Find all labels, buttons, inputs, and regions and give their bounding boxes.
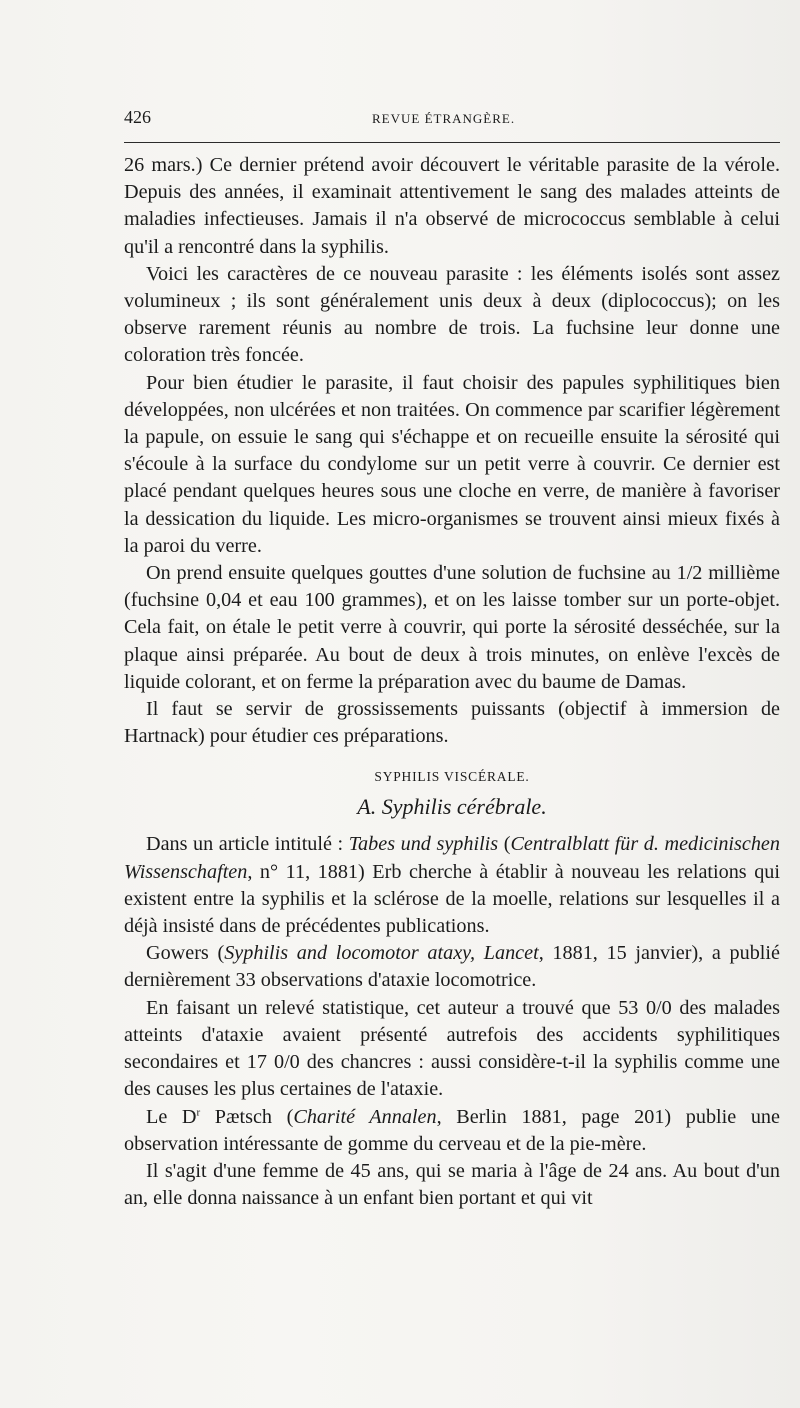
paragraph-erb-text-start: Dans un article intitulé : <box>146 833 349 856</box>
section-title: SYPHILIS VISCÉRALE. <box>374 769 530 785</box>
paragraph-paetsch-text-name: Pætsch ( <box>200 1105 294 1128</box>
paragraph-erb-article-title: Tabes und syphilis <box>348 833 499 856</box>
paragraph-paetsch <box>124 1104 780 1158</box>
paragraph-gowers <box>124 940 780 994</box>
paragraph-paetsch-reference: Charité Annalen <box>293 1105 437 1128</box>
paragraph-erb-text-paren: ( <box>498 833 511 856</box>
page-number: 426 <box>124 107 151 127</box>
running-title: REVUE ÉTRANGÈRE. <box>372 111 516 126</box>
paragraph-paetsch-text-start: Le D <box>146 1105 197 1128</box>
paragraph-paetsch-superscript: r <box>196 1105 201 1118</box>
paragraph-parasite-discovery: 26 mars.) Ce dernier prétend avoir découvert le véritable parasite de la vérole. Depuis des années, il examinait attentivement le sang des malades atteints de maladies infectieuses. Jamais il n'a observé de micrococcus semblable à celui qu'il a rencontré dans la syphilis. <box>124 154 780 258</box>
paragraph-gowers-reference: Syphilis and locomotor ataxy, Lancet <box>224 942 539 965</box>
subsection-title: A. Syphilis cérébrale. <box>357 794 547 820</box>
header-rule <box>124 142 780 143</box>
paragraph-parasite-characteristics: Voici les caractères de ce nouveau parasite : les éléments isolés sont assez volumineux ; ils sont généralement unis deux à deux (diplococcus); on les observe rarement réunis au nombre de trois. La fuchsine leur donne une coloration très foncée. <box>124 262 780 367</box>
article-body <box>124 152 780 1212</box>
paragraph-gowers-text-start: Gowers ( <box>146 942 225 965</box>
paragraph-study-method: Pour bien étudier le parasite, il faut choisir des papules syphilitiques bien développées, non ulcérées et non traitées. On commence par scarifier légèrement la papule, on essuie le sang qui s'échappe et on recueille ensuite la sérosité qui s'écoule à la surface du condylome sur un petit verre à couvrir. Ce dernier est placé pendant quelques heures sous une cloche en verre, de manière à favoriser la dessication du liquide. Les micro-organismes se trouvent ainsi mieux fixés à la paroi du verre. <box>124 371 780 557</box>
paragraph-paetsch-text-end: , Berlin 1881, page 201) publie une observation intéressante de gomme du cerveau et de la pie-mère. <box>124 1105 780 1155</box>
paragraph-magnification: Il faut se servir de grossissements puissants (objectif à immersion de Hartnack) pour étudier ces préparations. <box>124 698 780 748</box>
paragraph-erb-text-end: , n° 11, 1881) Erb cherche à établir à nouveau les relations qui existent entre la syphilis et la sclérose de la moelle, relations sur lesquelles il a déjà insisté dans de précédentes publications. <box>124 860 780 938</box>
paragraph-statistics: En faisant un relevé statistique, cet auteur a trouvé que 53 0/0 des malades atteints d'ataxie avaient présenté autrefois des accidents syphilitiques secondaires et 17 0/0 des chancres : aussi considère-t-il la syphilis comme une des causes les plus certaines de l'ataxie. <box>124 996 780 1101</box>
paragraph-erb-article <box>124 831 780 940</box>
page-header <box>124 107 782 131</box>
paragraph-case-report: Il s'agit d'une femme de 45 ans, qui se maria à l'âge de 24 ans. Au bout d'un an, elle donna naissance à un enfant bien portant et qui vit <box>124 1159 780 1210</box>
paragraph-gowers-text-end: , 1881, 15 janvier), a publié dernièrement 33 observations d'ataxie locomotrice. <box>124 942 780 992</box>
paragraph-fuchsine-solution: On prend ensuite quelques gouttes d'une solution de fuchsine au 1/2 millième (fuchsine 0,04 et eau 100 grammes), et on les laisse tomber sur un porte-objet. Cela fait, on étale le petit verre à couvrir, qui porte la sérosité desséchée, sur la plaque ainsi préparée. Au bout de deux à trois minutes, on enlève l'excès de liquide colorant, et on ferme la préparation avec du baume de Damas. <box>124 562 780 693</box>
paragraph-erb-journal: Centralblatt für d. medicinischen Wissenschaften <box>124 833 780 883</box>
